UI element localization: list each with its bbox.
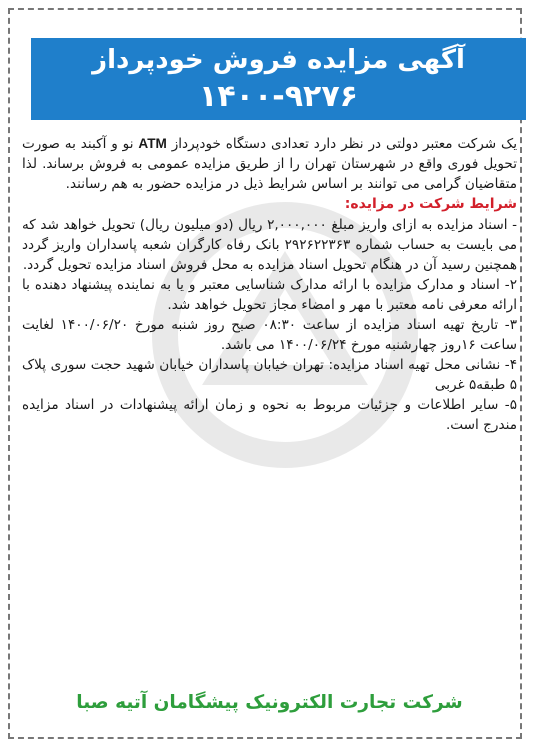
ad-title: آگهی مزایده فروش خودپرداز (92, 45, 465, 75)
ad-number: ۱۴۰۰-۹۲۷۶ (199, 79, 358, 114)
company-name: شرکت تجارت الکترونیک پیشگامان آتیه صبا (76, 692, 463, 713)
atm-label: ATM (138, 136, 167, 151)
intro-paragraph (22, 134, 517, 194)
condition-item-4: ۴- نشانی محل تهیه اسناد مزایده: تهران خیابان پاسداران خیابان شهید حجت سوری پلاک ۵ طبقه۵ غربی (22, 357, 517, 393)
condition-item-5: ۵- سایر اطلاعات و جزئیات مربوط به نحوه و زمان ارائه پیشنهادات در اسناد مزایده مندرج است. (22, 397, 517, 433)
intro-text-after: نو و آکبند به صورت تحویل فوری واقع در شهرستان تهران را از طریق مزایده عمومی به فروش برساند. لذا متقاضیان گرامی می توانند بر اساس شرایط ذیل در مزایده حضور به هم رسانند. (22, 136, 517, 192)
intro-text-before: یک شرکت معتبر دولتی در نظر دارد تعدادی دستگاه خودپرداز (171, 136, 517, 152)
ad-header (31, 38, 526, 120)
condition-item-2: ۲- اسناد و مدارک مزایده با ارائه مدارک شناسایی معتبر و یا به نماینده پیشنهاد دهنده با ارائه معرفی نامه معتبر با مهر و امضاء مجاز تحویل خواهد شد. (22, 277, 517, 313)
condition-item-1: - اسناد مزایده به ازای واریز مبلغ ۲,۰۰۰,۰۰۰ ریال (دو میلیون ریال) تحویل خواهد شد که می بایست به حساب شماره ۲۹۲۶۲۲۳۶۳ بانک رفاه کارگران شعبه پاسداران واریز گردد همچنین رسید آن در هنگام تحویل اسناد مزایده به محل فروش اسناد مزایده تحویل گردد. (22, 217, 518, 273)
conditions-title: شرایط شرکت در مزایده: (344, 196, 517, 212)
condition-item-3: ۳- تاریخ تهیه اسناد مزایده از ساعت ۰۸:۳۰ صبح روز شنبه مورخ ۱۴۰۰/۰۶/۲۰ لغایت ساعت ۱۶روز چهارشنبه مورخ ۱۴۰۰/۰۶/۲۴ می باشد. (22, 317, 517, 353)
ad-body (22, 134, 517, 435)
